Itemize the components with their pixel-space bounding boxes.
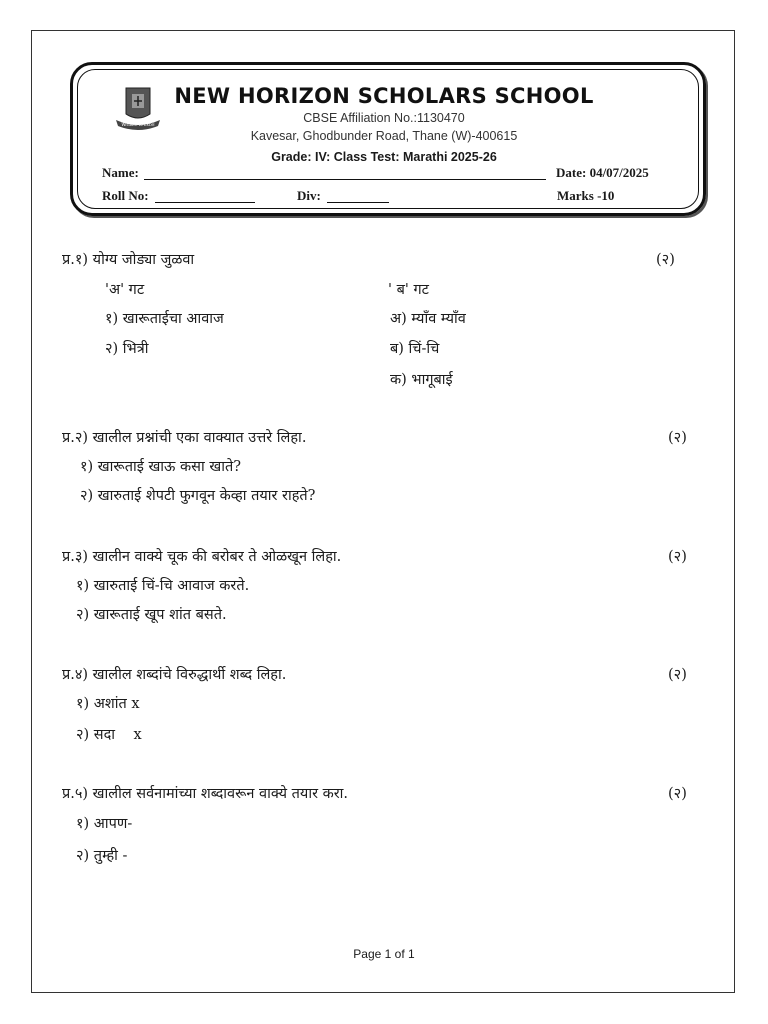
question-5-title: प्र.५) खालील सर्वनामांच्या शब्दावरून वाक्ये तयार करा. — [62, 786, 349, 802]
question-5-marks: (२) — [668, 786, 687, 802]
question-3-title: प्र.३) खालीन वाक्ये चूक की बरोबर ते ओळखून लिहा. — [62, 549, 342, 565]
q1-col-a-item: १) खारूताईचा आवाज — [105, 311, 224, 327]
q1-col-a-head: 'अ' गट — [105, 282, 145, 298]
q2-item: १) खारूताई खाऊ कसा खाते? — [80, 459, 242, 475]
q3-item: २) खारूताई खूप शांत बसते. — [76, 607, 227, 623]
school-name: NEW HORIZON SCHOLARS SCHOOL — [174, 84, 594, 108]
question-1-title: प्र.१) योग्य जोड्या जुळवा — [62, 252, 195, 268]
address: Kavesar, Ghodbunder Road, Thane (W)-400615 — [250, 129, 518, 143]
question-2-title: प्र.२) खालील प्रश्नांची एका वाक्यात उत्तरे लिहा. — [62, 430, 307, 446]
question-2-marks: (२) — [668, 430, 687, 446]
svg-text:Wisdom to Excel: Wisdom to Excel — [121, 122, 155, 127]
name-label: Name: — [102, 165, 139, 180]
affiliation: CBSE Affiliation No.:1130470 — [303, 111, 465, 125]
question-4-marks: (२) — [668, 667, 687, 683]
q3-item: १) खारुताई चिं-चि आवाज करते. — [76, 578, 250, 594]
q5-item: १) आपण- — [76, 816, 133, 832]
roll-line[interactable] — [155, 202, 255, 203]
q1-col-a-item: २) भित्री — [105, 341, 149, 357]
page-footer: Page 1 of 1 — [353, 947, 415, 961]
q4-item: १) अशांत x — [76, 696, 140, 712]
date-label: Date: 04/07/2025 — [556, 165, 649, 180]
q4-item: २) सदा x — [76, 727, 142, 743]
q1-col-b-item: क) भागूबाई — [390, 372, 453, 388]
grade-line: Grade: IV: Class Test: Marathi 2025-26 — [271, 150, 497, 164]
question-1-marks: (२) — [656, 252, 675, 268]
div-label: Div: — [297, 188, 321, 203]
q5-item: २) तुम्ही - — [76, 848, 128, 864]
q2-item: २) खारुताई शेपटी फुगवून केव्हा तयार राहते? — [80, 488, 316, 504]
roll-label: Roll No: — [102, 188, 149, 203]
div-line[interactable] — [327, 202, 389, 203]
question-4-title: प्र.४) खालील शब्दांचे विरुद्धार्थी शब्द लिहा. — [62, 667, 287, 683]
name-line[interactable] — [144, 179, 546, 180]
q1-col-b-head: ' ब' गट — [388, 282, 429, 298]
q1-col-b-item: ब) चिं-चि — [390, 341, 440, 357]
marks-label: Marks -10 — [557, 188, 615, 203]
question-3-marks: (२) — [668, 549, 687, 565]
q1-col-b-item: अ) म्याँव म्याँव — [390, 311, 466, 327]
